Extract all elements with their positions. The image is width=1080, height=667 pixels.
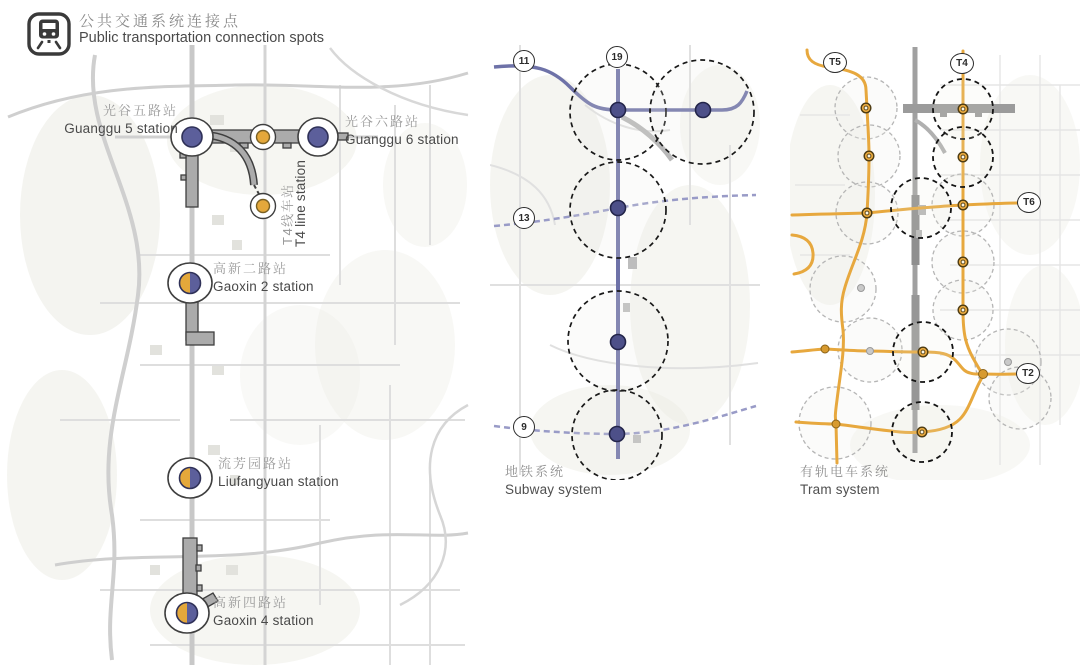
tram-graphic bbox=[790, 45, 1080, 480]
station-label-t4-en: T4 line station bbox=[293, 159, 308, 247]
station-label-gaoxin4: 高新四路站 Gaoxin 4 station bbox=[213, 595, 314, 629]
station-label-gaoxin2: 高新二路站 Gaoxin 2 station bbox=[213, 261, 314, 295]
tram-system-label: 有轨电车系统 Tram system bbox=[800, 464, 891, 498]
station-label-liufangyuan: 流芳园路站 Liufangyuan station bbox=[218, 456, 339, 490]
tram-panel bbox=[790, 45, 1080, 480]
station-label-t4-zh: T4线车站 bbox=[280, 183, 295, 245]
station-label-guanggu5: 光谷五路站 Guanggu 5 station bbox=[64, 103, 178, 137]
page-title-zh: 公共交通系统连接点 bbox=[79, 13, 242, 30]
subway-line-badge-19: 19 bbox=[606, 46, 628, 68]
subway-line-badge-13: 13 bbox=[513, 207, 535, 229]
subway-panel bbox=[490, 45, 760, 480]
subway-line-badge-9: 9 bbox=[513, 416, 535, 438]
tram-line-badge-t6: T6 bbox=[1017, 192, 1041, 213]
subway-graphic bbox=[490, 45, 760, 480]
tram-line-badge-t2: T2 bbox=[1016, 363, 1040, 384]
subway-line-badge-11: 11 bbox=[513, 50, 535, 72]
page-title-en: Public transportation connection spots bbox=[79, 30, 325, 46]
tram-line-badge-t5: T5 bbox=[823, 52, 847, 73]
tram-line-badge-t4: T4 bbox=[950, 53, 974, 74]
station-label-guanggu6: 光谷六路站 Guanggu 6 station bbox=[345, 114, 459, 148]
subway-system-label: 地铁系统 Subway system bbox=[505, 464, 603, 498]
